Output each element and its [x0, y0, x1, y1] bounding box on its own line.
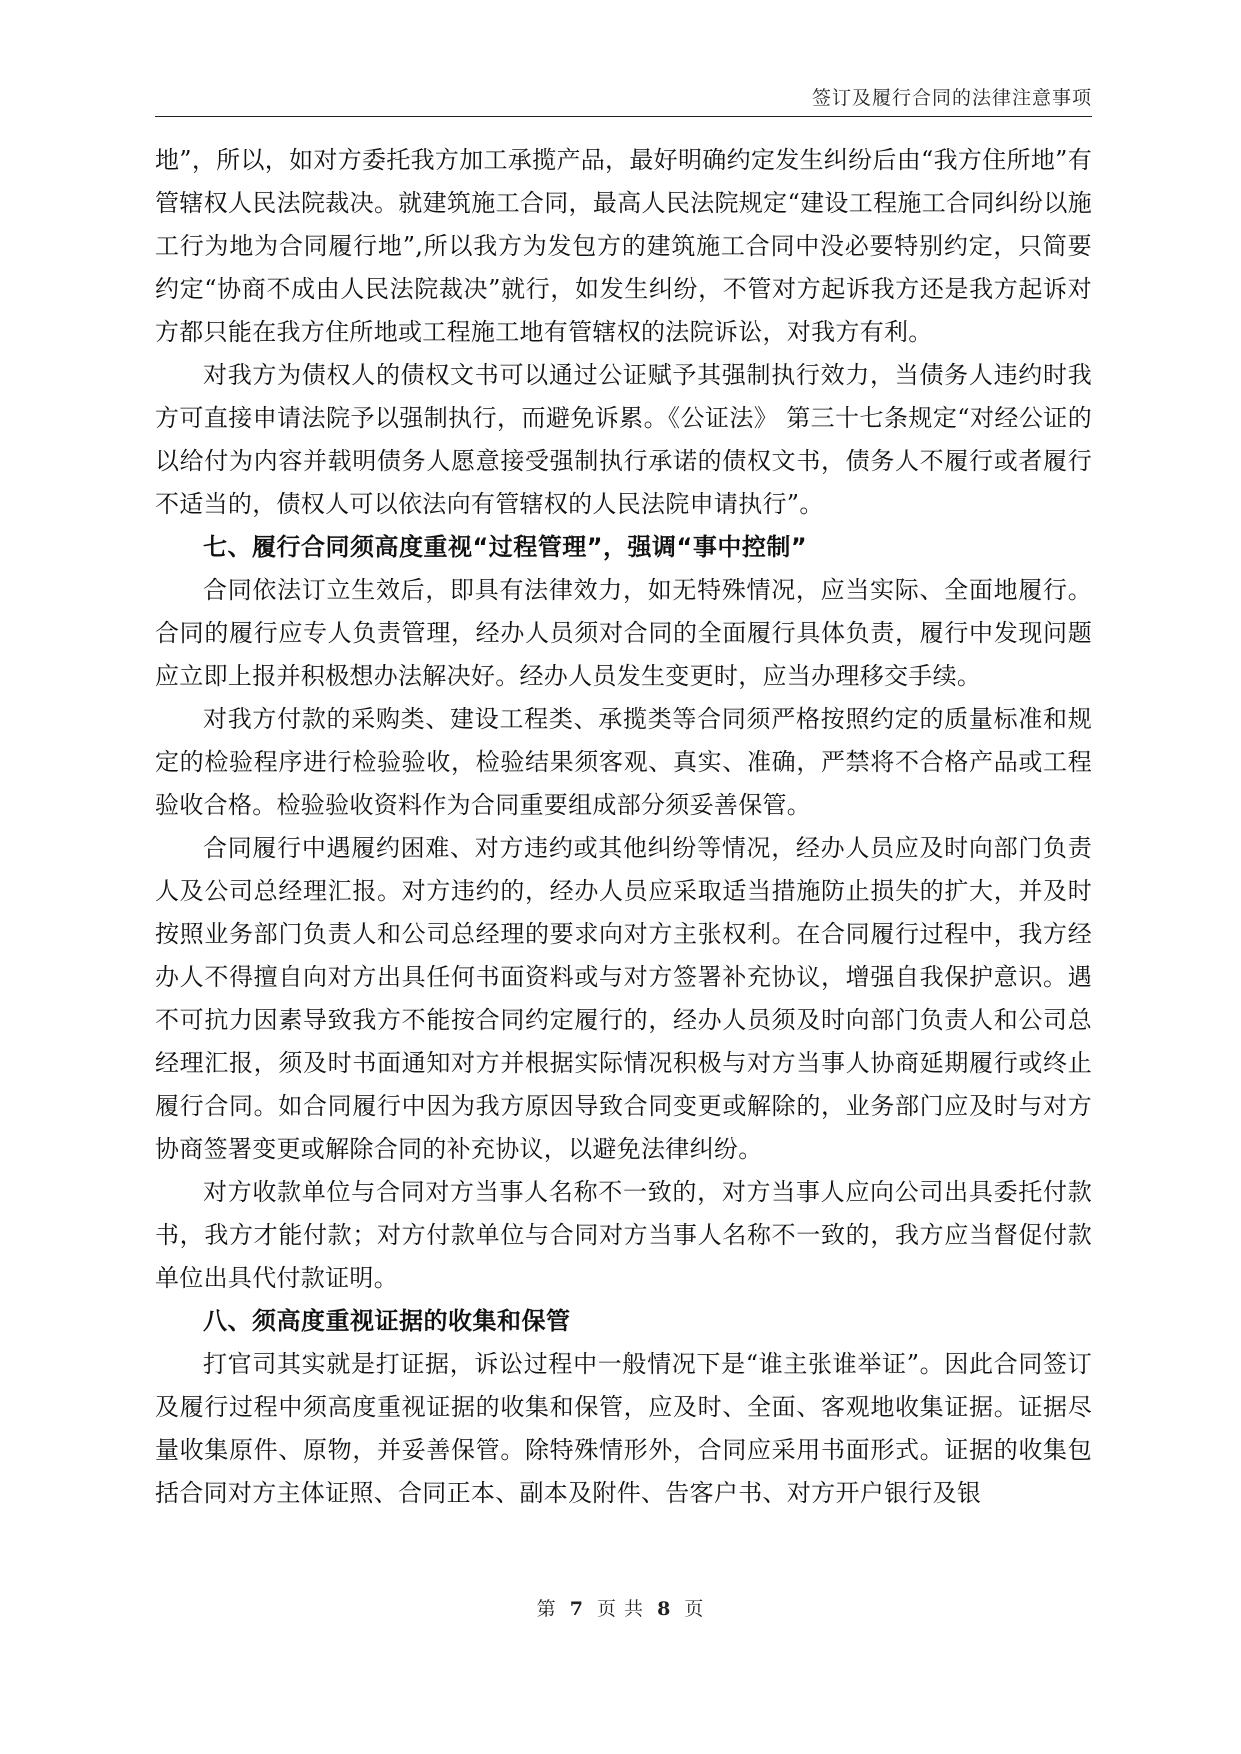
- current-page-number: 7: [569, 1598, 584, 1620]
- header-divider: [155, 116, 1092, 117]
- paragraph-notarization: 对我方为债权人的债权文书可以通过公证赋予其强制执行效力，当债务人违约时我方可直接申请法院予以强制执行，而避免诉累。《公证法》 第三十七条规定“对经公证的以给付为内容并载明债务人愿意接受强制执行承诺的债权文书，债务人不履行或者履行不适当的，债权人可以依法向有管辖权的人民法院申请执行”。: [155, 361, 1092, 518]
- paragraph-evidence: 打官司其实就是打证据，诉讼过程中一般情况下是“谁主张谁举证”。因此合同签订及履行过程中须高度重视证据的收集和保管，应及时、全面、客观地收集证据。证据尽量收集原件、原物，并妥善保管。除特殊情形外，合同应采用书面形式。证据的收集包括合同对方主体证照、合同正本、副本及附件、告客户书、对方开户银行及银: [155, 1350, 1092, 1507]
- paragraph-continued: 地”，所以，如对方委托我方加工承揽产品，最好明确约定发生纠纷后由“我方住所地”有管辖权人民法院裁决。就建筑施工合同，最高人民法院规定“建设工程施工合同纠纷以施工行为地为合同履行地”,所以我方为发包方的建筑施工合同中没必要特别约定，只简要约定“协商不成由人民法院裁决”就行，如发生纠纷，不管对方起诉我方还是我方起诉对方都只能在我方住所地或工程施工地有管辖权的法院诉讼，对我方有利。: [155, 146, 1092, 346]
- paragraph-payment: 对方收款单位与合同对方当事人名称不一致的，对方当事人应向公司出具委托付款书，我方才能付款；对方付款单位与合同对方当事人名称不一致的，我方应当督促付款单位出具代付款证明。: [155, 1178, 1092, 1292]
- total-page-count: 8: [657, 1598, 672, 1620]
- document-body: [155, 139, 1092, 1515]
- running-header: 签订及履行合同的法律注意事项: [811, 87, 1092, 109]
- paragraph-disputes: 合同履行中遇履约困难、对方违约或其他纠纷等情况，经办人员应及时向部门负责人及公司总经理汇报。对方违约的，经办人员应采取适当措施防止损失的扩大，并及时按照业务部门负责人和公司总经理的要求向对方主张权利。在合同履行过程中，我方经办人不得擅自向对方出具任何书面资料或与对方签署补充协议，增强自我保护意识。遇不可抗力因素导致我方不能按合同约定履行的，经办人员须及时向部门负责人和公司总经理汇报，须及时书面通知对方并根据实际情况积极与对方当事人协商延期履行或终止履行合同。如合同履行中因为我方原因导致合同变更或解除的，业务部门应及时与对方协商签署变更或解除合同的补充协议，以避免法律纠纷。: [155, 834, 1092, 1163]
- page-footer: [0, 1597, 1241, 1621]
- section-heading-7: 七、履行合同须高度重视“过程管理”，强调“事中控制”: [203, 533, 808, 561]
- paragraph-inspection: 对我方付款的采购类、建设工程类、承揽类等合同须严格按照约定的质量标准和规定的检验程序进行检验验收，检验结果须客观、真实、准确，严禁将不合格产品或工程验收合格。检验验收资料作为合同重要组成部分须妥善保管。: [155, 705, 1092, 819]
- footer-middle: 页 共: [596, 1598, 645, 1620]
- section-heading-8: 八、须高度重视证据的收集和保管: [203, 1307, 571, 1335]
- footer-suffix: 页: [684, 1598, 705, 1620]
- footer-prefix: 第: [536, 1598, 557, 1620]
- paragraph-performance: 合同依法订立生效后，即具有法律效力，如无特殊情况，应当实际、全面地履行。合同的履行应专人负责管理，经办人员须对合同的全面履行具体负责，履行中发现问题应立即上报并积极想办法解决好。经办人员发生变更时，应当办理移交手续。: [155, 576, 1092, 690]
